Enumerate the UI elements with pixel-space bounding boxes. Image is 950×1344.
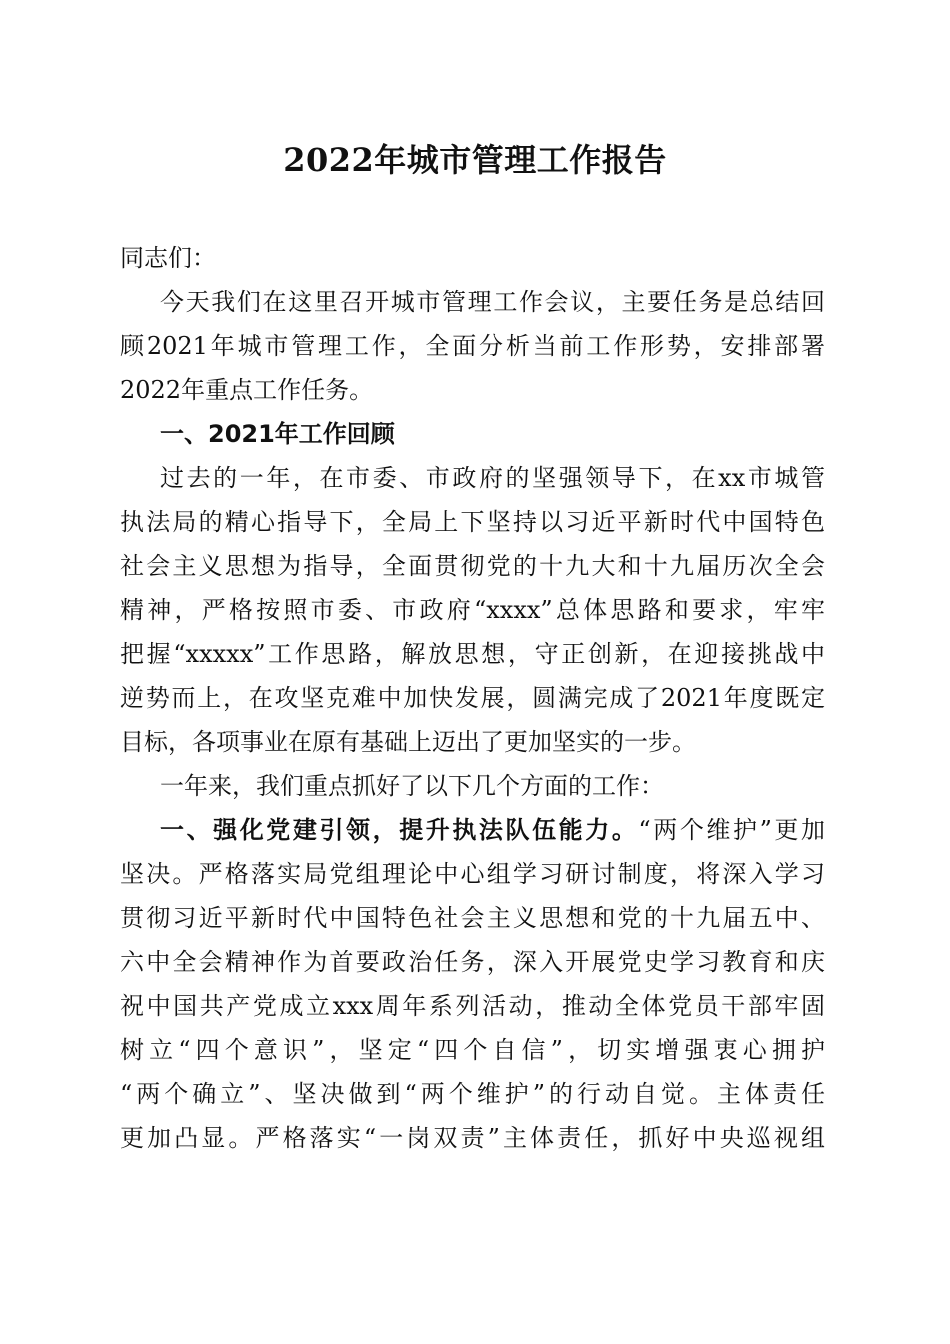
- paragraph-line: 目标，各项事业在原有基础上迈出了更加坚实的一步。: [120, 728, 696, 756]
- paragraph-line: 坚决。严格落实局党组理论中心组学习研讨制度，将深入学习: [120, 860, 825, 888]
- paragraph-line: 树立“四个意识”，坚定“四个自信”，切实增强衷心拥护: [120, 1036, 825, 1064]
- paragraph-line: 顾2021年城市管理工作，全面分析当前工作形势，安排部署: [120, 332, 825, 360]
- item-heading-line: [120, 808, 825, 852]
- document-title: 2022年城市管理工作报告: [283, 141, 667, 179]
- salutation: 同志们：: [120, 244, 216, 272]
- paragraph-line: 过去的一年，在市委、市政府的坚强领导下，在xx市城管: [160, 464, 825, 492]
- item-heading: 一、强化党建引领，提升执法队伍能力。: [160, 816, 639, 844]
- paragraph-line: 精神，严格按照市委、市政府“xxxx”总体思路和要求，牢牢: [120, 596, 825, 624]
- paragraph-line: 一年来，我们重点抓好了以下几个方面的工作：: [160, 772, 664, 800]
- document-body: [120, 236, 825, 1160]
- paragraph-line: 2022年重点工作任务。: [120, 376, 374, 404]
- paragraph-line: “两个确立”、坚决做到“两个维护”的行动自觉。主体责任: [120, 1080, 825, 1108]
- paragraph-line: 执法局的精心指导下，全局上下坚持以习近平新时代中国特色: [120, 508, 825, 536]
- paragraph-line: 祝中国共产党成立xxx周年系列活动，推动全体党员干部牢固: [120, 992, 825, 1020]
- paragraph-line: 今天我们在这里召开城市管理工作会议，主要任务是总结回: [160, 288, 825, 316]
- item-heading-rest: “两个维护”更加: [638, 816, 825, 844]
- paragraph-line: 社会主义思想为指导，全面贯彻党的十九大和十九届历次全会: [120, 552, 825, 580]
- paragraph-line: 更加凸显。严格落实“一岗双责”主体责任，抓好中央巡视组: [120, 1124, 825, 1152]
- paragraph-line: 逆势而上，在攻坚克难中加快发展，圆满完成了2021年度既定: [120, 684, 825, 712]
- paragraph-line: 贯彻习近平新时代中国特色社会主义思想和党的十九届五中、: [120, 904, 825, 932]
- section-heading: 一、2021年工作回顾: [160, 420, 395, 448]
- paragraph-line: 六中全会精神作为首要政治任务，深入开展党史学习教育和庆: [120, 948, 825, 976]
- paragraph-line: 把握“xxxxx”工作思路，解放思想，守正创新，在迎接挑战中: [120, 640, 825, 668]
